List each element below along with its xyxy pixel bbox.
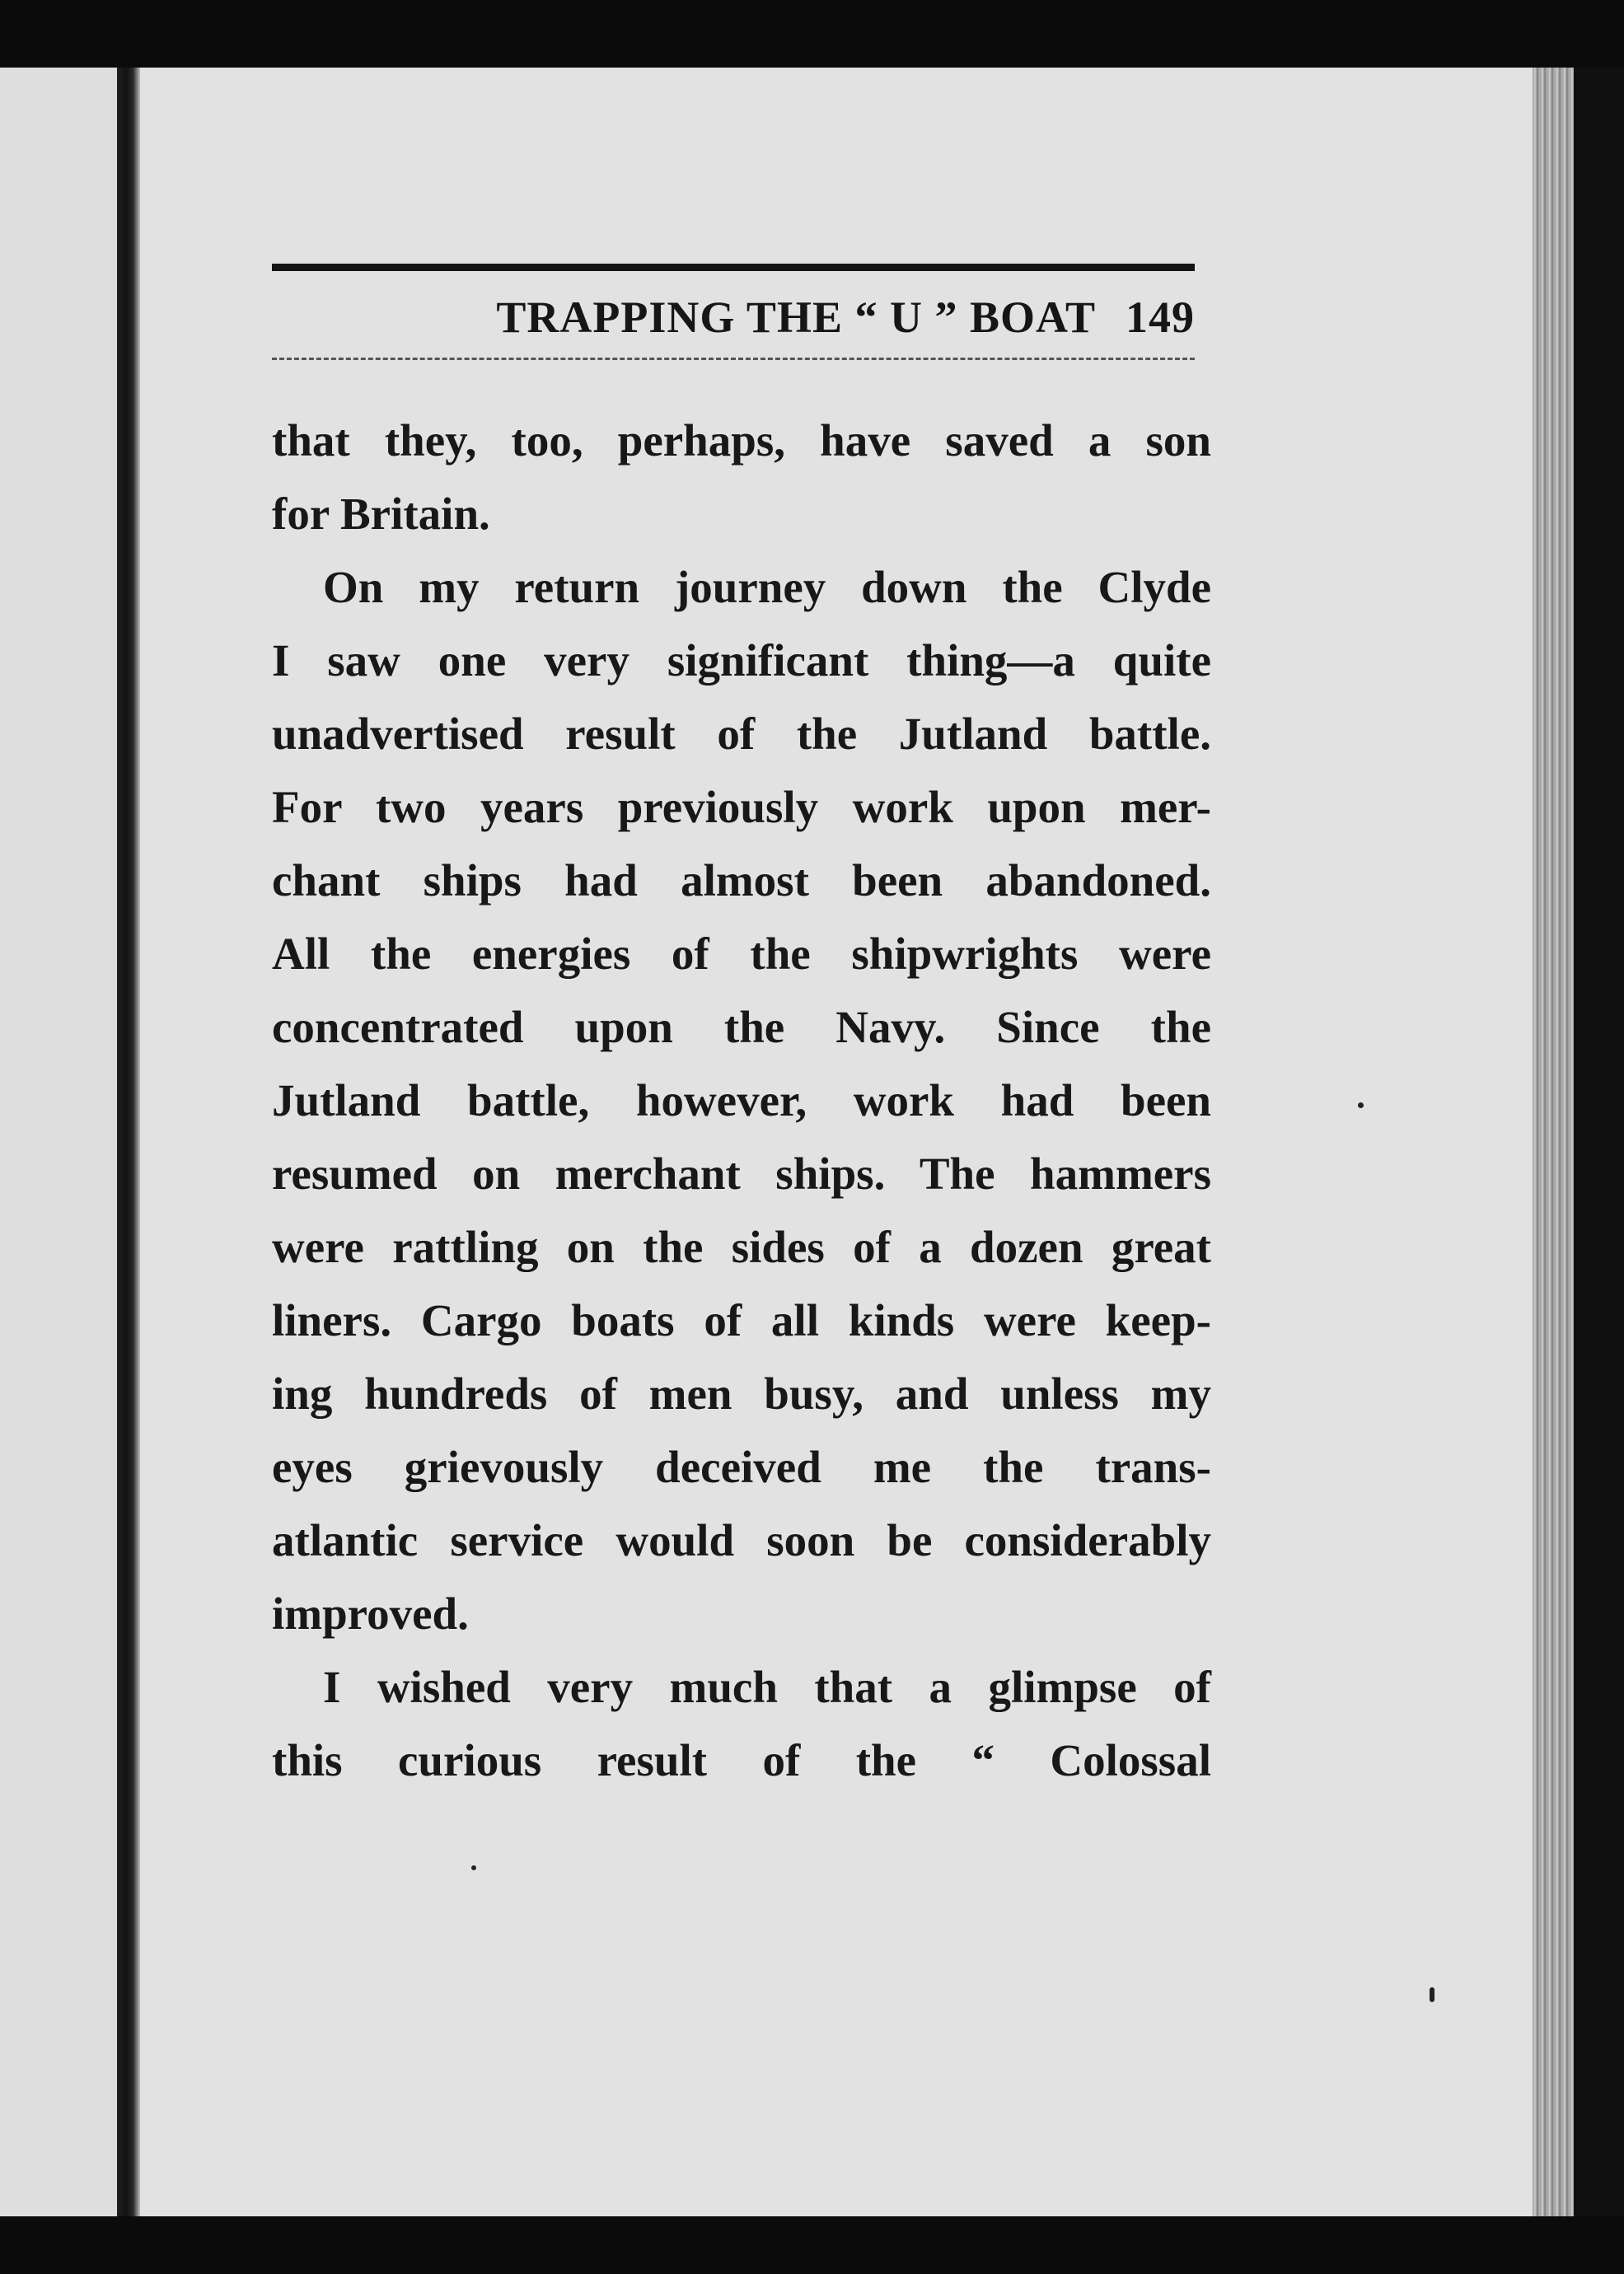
- text-line: for Britain.: [272, 489, 490, 539]
- text-line: that they, too, perhaps, have saved a son: [272, 415, 1211, 466]
- text-line: resumed on merchant ships. The hammers: [272, 1149, 1211, 1199]
- scan-border-bottom: [0, 2216, 1624, 2274]
- text-line: were rattling on the sides of a dozen great: [272, 1222, 1211, 1272]
- facing-page-edge: [0, 68, 117, 2216]
- running-head-title: TRAPPING THE “ U ” BOAT: [496, 292, 1096, 342]
- text-line: eyes grievously deceived me the trans-: [272, 1442, 1211, 1492]
- book-gutter: [117, 68, 140, 2216]
- text-line: chant ships had almost been abandoned.: [272, 855, 1211, 905]
- scan-speck: [1430, 1987, 1434, 2002]
- text-line: this curious result of the “ Colossal: [272, 1735, 1211, 1785]
- text-line: atlantic service would soon be considerably: [272, 1515, 1211, 1565]
- text-line: concentrated upon the Navy. Since the: [272, 1002, 1211, 1052]
- text-line: All the energies of the shipwrights were: [272, 929, 1211, 979]
- paragraph-first-line: I wished very much that a glimpse of: [323, 1662, 1211, 1712]
- scan-speck: [471, 1865, 476, 1870]
- text-line: ing hundreds of men busy, and unless my: [272, 1369, 1211, 1419]
- paragraph-first-line: On my return journey down the Clyde: [323, 562, 1211, 612]
- running-head: [272, 280, 1195, 354]
- scan-speck: [1358, 1102, 1364, 1108]
- text-line: unadvertised result of the Jutland battle.: [272, 709, 1211, 759]
- text-line: liners. Cargo boats of all kinds were keep-: [272, 1295, 1211, 1345]
- running-head-rule: [272, 264, 1195, 271]
- text-line: improved.: [272, 1589, 469, 1639]
- text-line: For two years previously work upon mer-: [272, 782, 1211, 832]
- page-body-text: [272, 404, 1211, 1797]
- text-line: Jutland battle, however, work had been: [272, 1075, 1211, 1125]
- scan-border-top: [0, 0, 1624, 68]
- page-stack-edge: [1533, 68, 1574, 2216]
- page-number: 149: [1126, 292, 1195, 342]
- text-line: I saw one very significant thing—a quite: [272, 635, 1211, 685]
- running-head-underline: [272, 358, 1195, 360]
- scan-border-right: [1574, 68, 1624, 2216]
